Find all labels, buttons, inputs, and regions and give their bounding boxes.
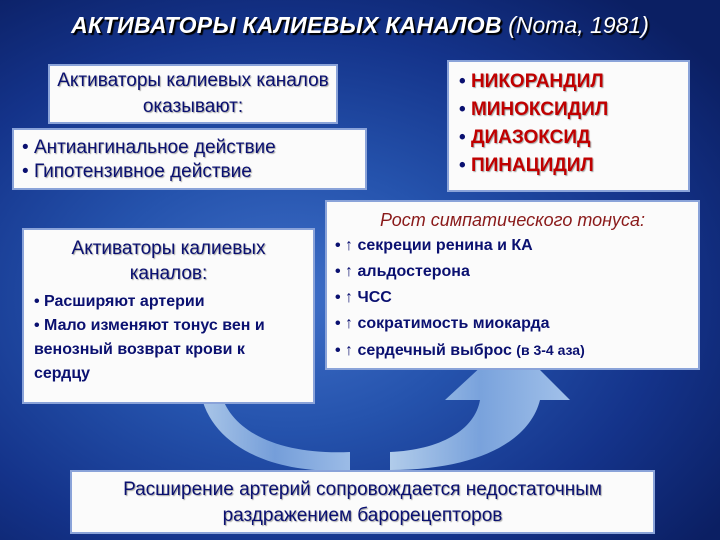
drug-item: • МИНОКСИДИЛ	[459, 99, 609, 120]
effects-heading-box	[48, 64, 338, 124]
up-arrow-icon: ↑	[345, 315, 354, 332]
drugs-box	[447, 60, 690, 192]
up-arrow-icon: ↑	[345, 237, 354, 254]
sympathetic-item: • ↑ секреции ренина и КА	[335, 237, 533, 254]
action-item: • Мало изменяют тонус вен и венозный возврат крови к сердцу	[34, 317, 265, 382]
effect-item: • Антиангинальное действие	[22, 137, 276, 158]
sympathetic-item: • ↑ ЧСС	[335, 289, 392, 306]
effects-box	[12, 128, 367, 190]
action-box	[22, 228, 315, 404]
sympathetic-heading: Рост симпатического тонуса:	[379, 210, 646, 230]
effect-item: • Гипотензивное действие	[22, 161, 252, 182]
sympathetic-item: • ↑ сократимость миокарда	[335, 315, 550, 332]
sympathetic-item: • ↑ сердечный выброс (в 3-4 аза)	[335, 342, 585, 359]
drug-item: • ПИНАЦИДИЛ	[459, 155, 594, 176]
baroreceptors-box	[70, 470, 655, 534]
up-arrow-icon: ↑	[345, 342, 354, 359]
up-arrow-icon: ↑	[345, 289, 354, 306]
action-item: • Расширяют артерии	[34, 293, 205, 310]
drug-item: • НИКОРАНДИЛ	[459, 71, 604, 92]
sympathetic-box	[325, 200, 700, 370]
slide-title	[0, 10, 720, 40]
action-heading: Активаторы калиевых каналов:	[71, 238, 266, 284]
effects-heading: Активаторы калиевых каналов оказывают:	[57, 70, 329, 117]
sympathetic-note: (в 3-4 аза)	[516, 342, 585, 358]
title-author: (Noma, 1981)	[508, 12, 649, 38]
drug-item: • ДИАЗОКСИД	[459, 127, 591, 148]
up-arrow-icon: ↑	[345, 263, 354, 280]
sympathetic-item: • ↑ альдостерона	[335, 263, 470, 280]
title-main: АКТИВАТОРЫ КАЛИЕВЫХ КАНАЛОВ	[71, 12, 502, 38]
baroreceptors-text: Расширение артерий сопровождается недостаточным раздражением барорецепторов	[123, 479, 602, 526]
